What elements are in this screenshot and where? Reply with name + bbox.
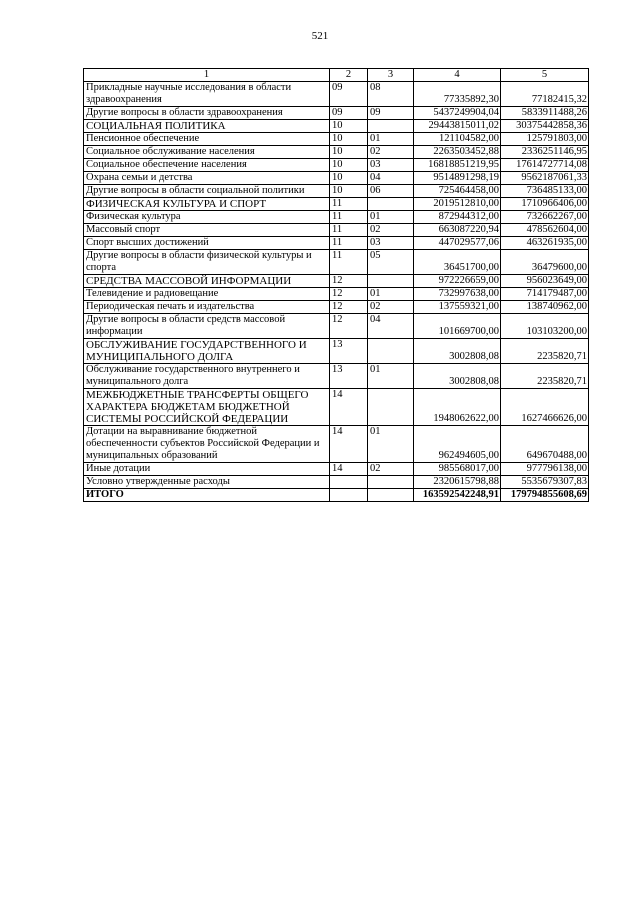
table-row (84, 463, 589, 476)
row-section-code: 12 (330, 275, 368, 288)
row-section-code: 10 (330, 146, 368, 159)
table-row (84, 107, 589, 120)
row-section-code: 14 (330, 426, 368, 463)
row-name: Социальное обслуживание населения (84, 146, 330, 159)
row-name: Другие вопросы в области здравоохранения (84, 107, 330, 120)
row-value-year2: 649670488,00 (501, 426, 589, 463)
row-subsection-code: 03 (368, 159, 414, 172)
row-value-year1: 725464458,00 (414, 185, 501, 198)
row-name: Социальное обеспечение населения (84, 159, 330, 172)
row-section-code: 11 (330, 198, 368, 211)
row-section-code: 12 (330, 314, 368, 339)
table-row (84, 314, 589, 339)
row-name: Телевидение и радиовещание (84, 288, 330, 301)
row-value-year1: 2263503452,88 (414, 146, 501, 159)
row-value-year2: 5535679307,83 (501, 476, 589, 489)
row-subsection-code (368, 389, 414, 426)
row-section-code: 09 (330, 82, 368, 107)
row-value-year2: 103103200,00 (501, 314, 589, 339)
row-subsection-code (368, 198, 414, 211)
row-value-year2: 77182415,32 (501, 82, 589, 107)
row-name: Охрана семьи и детства (84, 172, 330, 185)
section-row (84, 389, 589, 426)
row-value-year1: 3002808,08 (414, 364, 501, 389)
row-value-year1: 3002808,08 (414, 339, 501, 364)
column-header: 2 (330, 69, 368, 82)
table-row (84, 288, 589, 301)
row-section-code: 11 (330, 237, 368, 250)
row-section-code: 14 (330, 389, 368, 426)
section-row (84, 339, 589, 364)
row-value-year2: 9562187061,33 (501, 172, 589, 185)
row-value-year2: 2235820,71 (501, 364, 589, 389)
row-section-code: 10 (330, 172, 368, 185)
row-value-year2: 714179487,00 (501, 288, 589, 301)
row-section-code: 10 (330, 120, 368, 133)
row-value-year2: 956023649,00 (501, 275, 589, 288)
table-row (84, 185, 589, 198)
row-value-year1: 9514891298,19 (414, 172, 501, 185)
row-value-year1: 77335892,30 (414, 82, 501, 107)
row-value-year1: 121104582,00 (414, 133, 501, 146)
row-name: Другие вопросы в области социальной политики (84, 185, 330, 198)
row-value-year2: 17614727714,08 (501, 159, 589, 172)
row-subsection-code: 04 (368, 314, 414, 339)
row-name: Физическая культура (84, 211, 330, 224)
table-row (84, 146, 589, 159)
row-subsection-code: 08 (368, 82, 414, 107)
row-name: Условно утвержденные расходы (84, 476, 330, 489)
row-section-code: 13 (330, 364, 368, 389)
row-section-code: 10 (330, 133, 368, 146)
row-name: ОБСЛУЖИВАНИЕ ГОСУДАРСТВЕННОГО И МУНИЦИПАЛЬНОГО ДОЛГА (84, 339, 330, 364)
table-row (84, 426, 589, 463)
table-row (84, 224, 589, 237)
row-value-year1: 29443815011,02 (414, 120, 501, 133)
page-number: 521 (311, 30, 329, 42)
row-section-code (330, 476, 368, 489)
row-subsection-code: 02 (368, 224, 414, 237)
row-value-year1: 872944312,00 (414, 211, 501, 224)
row-subsection-code: 01 (368, 133, 414, 146)
table-row (84, 237, 589, 250)
row-value-year1: 447029577,06 (414, 237, 501, 250)
table-row (84, 159, 589, 172)
row-value-year2: 179794855608,69 (501, 489, 589, 502)
section-row (84, 275, 589, 288)
row-section-code: 12 (330, 288, 368, 301)
row-subsection-code: 01 (368, 211, 414, 224)
row-value-year2: 1627466626,00 (501, 389, 589, 426)
row-value-year2: 125791803,00 (501, 133, 589, 146)
row-value-year1: 2320615798,88 (414, 476, 501, 489)
section-row (84, 120, 589, 133)
row-subsection-code: 04 (368, 172, 414, 185)
row-subsection-code: 06 (368, 185, 414, 198)
row-value-year1: 962494605,00 (414, 426, 501, 463)
row-value-year2: 2235820,71 (501, 339, 589, 364)
row-name: СОЦИАЛЬНАЯ ПОЛИТИКА (84, 120, 330, 133)
table-row (84, 172, 589, 185)
row-subsection-code (368, 275, 414, 288)
table-header-row (84, 69, 589, 82)
row-section-code (330, 489, 368, 502)
row-subsection-code: 01 (368, 364, 414, 389)
row-name: МЕЖБЮДЖЕТНЫЕ ТРАНСФЕРТЫ ОБЩЕГО ХАРАКТЕРА БЮДЖЕТАМ БЮДЖЕТНОЙ СИСТЕМЫ РОССИЙСКОЙ ФЕДЕРАЦИИ (84, 389, 330, 426)
row-name: Спорт высших достижений (84, 237, 330, 250)
row-name: ФИЗИЧЕСКАЯ КУЛЬТУРА И СПОРТ (84, 198, 330, 211)
row-section-code: 11 (330, 250, 368, 275)
table-row (84, 301, 589, 314)
row-value-year2: 2336251146,95 (501, 146, 589, 159)
row-value-year1: 732997638,00 (414, 288, 501, 301)
row-name: Периодическая печать и издательства (84, 301, 330, 314)
row-value-year2: 5833911488,26 (501, 107, 589, 120)
row-value-year1: 2019512810,00 (414, 198, 501, 211)
row-section-code: 09 (330, 107, 368, 120)
row-section-code: 11 (330, 211, 368, 224)
row-name: Иные дотации (84, 463, 330, 476)
column-header: 3 (368, 69, 414, 82)
row-value-year1: 163592542248,91 (414, 489, 501, 502)
row-subsection-code (368, 120, 414, 133)
column-header: 4 (414, 69, 501, 82)
row-name: ИТОГО (84, 489, 330, 502)
table-row (84, 82, 589, 107)
column-header: 5 (501, 69, 589, 82)
row-name: Прикладные научные исследования в области здравоохранения (84, 82, 330, 107)
row-subsection-code: 02 (368, 146, 414, 159)
row-subsection-code: 01 (368, 426, 414, 463)
row-section-code: 13 (330, 339, 368, 364)
row-value-year1: 1948062622,00 (414, 389, 501, 426)
row-value-year1: 101669700,00 (414, 314, 501, 339)
row-value-year1: 985568017,00 (414, 463, 501, 476)
column-header: 1 (84, 69, 330, 82)
table-row (84, 211, 589, 224)
row-name: Другие вопросы в области физической культуры и спорта (84, 250, 330, 275)
table-row (84, 364, 589, 389)
row-subsection-code: 09 (368, 107, 414, 120)
row-value-year1: 5437249904,04 (414, 107, 501, 120)
row-section-code: 14 (330, 463, 368, 476)
row-section-code: 11 (330, 224, 368, 237)
row-subsection-code: 02 (368, 301, 414, 314)
budget-table (83, 68, 589, 502)
row-value-year1: 36451700,00 (414, 250, 501, 275)
table-row (84, 476, 589, 489)
row-name: Другие вопросы в области средств массовой информации (84, 314, 330, 339)
row-section-code: 12 (330, 301, 368, 314)
row-subsection-code (368, 476, 414, 489)
table-row (84, 133, 589, 146)
row-section-code: 10 (330, 185, 368, 198)
row-subsection-code (368, 489, 414, 502)
row-value-year2: 736485133,00 (501, 185, 589, 198)
row-value-year2: 463261935,00 (501, 237, 589, 250)
row-value-year1: 663087220,94 (414, 224, 501, 237)
row-subsection-code: 05 (368, 250, 414, 275)
row-value-year2: 478562604,00 (501, 224, 589, 237)
row-value-year2: 36479600,00 (501, 250, 589, 275)
row-name: Дотации на выравнивание бюджетной обеспеченности субъектов Российской Федерации и муниципальных образований (84, 426, 330, 463)
row-value-year2: 977796138,00 (501, 463, 589, 476)
total-row (84, 489, 589, 502)
row-name: Массовый спорт (84, 224, 330, 237)
row-value-year2: 30375442858,36 (501, 120, 589, 133)
row-value-year2: 732662267,00 (501, 211, 589, 224)
row-subsection-code (368, 339, 414, 364)
row-subsection-code: 01 (368, 288, 414, 301)
row-name: Пенсионное обеспечение (84, 133, 330, 146)
row-value-year1: 137559321,00 (414, 301, 501, 314)
row-subsection-code: 03 (368, 237, 414, 250)
row-section-code: 10 (330, 159, 368, 172)
row-value-year1: 972226659,00 (414, 275, 501, 288)
row-name: СРЕДСТВА МАССОВОЙ ИНФОРМАЦИИ (84, 275, 330, 288)
row-value-year2: 138740962,00 (501, 301, 589, 314)
row-name: Обслуживание государственного внутреннего и муниципального долга (84, 364, 330, 389)
row-subsection-code: 02 (368, 463, 414, 476)
section-row (84, 198, 589, 211)
row-value-year1: 16818851219,95 (414, 159, 501, 172)
table-row (84, 250, 589, 275)
row-value-year2: 1710966406,00 (501, 198, 589, 211)
